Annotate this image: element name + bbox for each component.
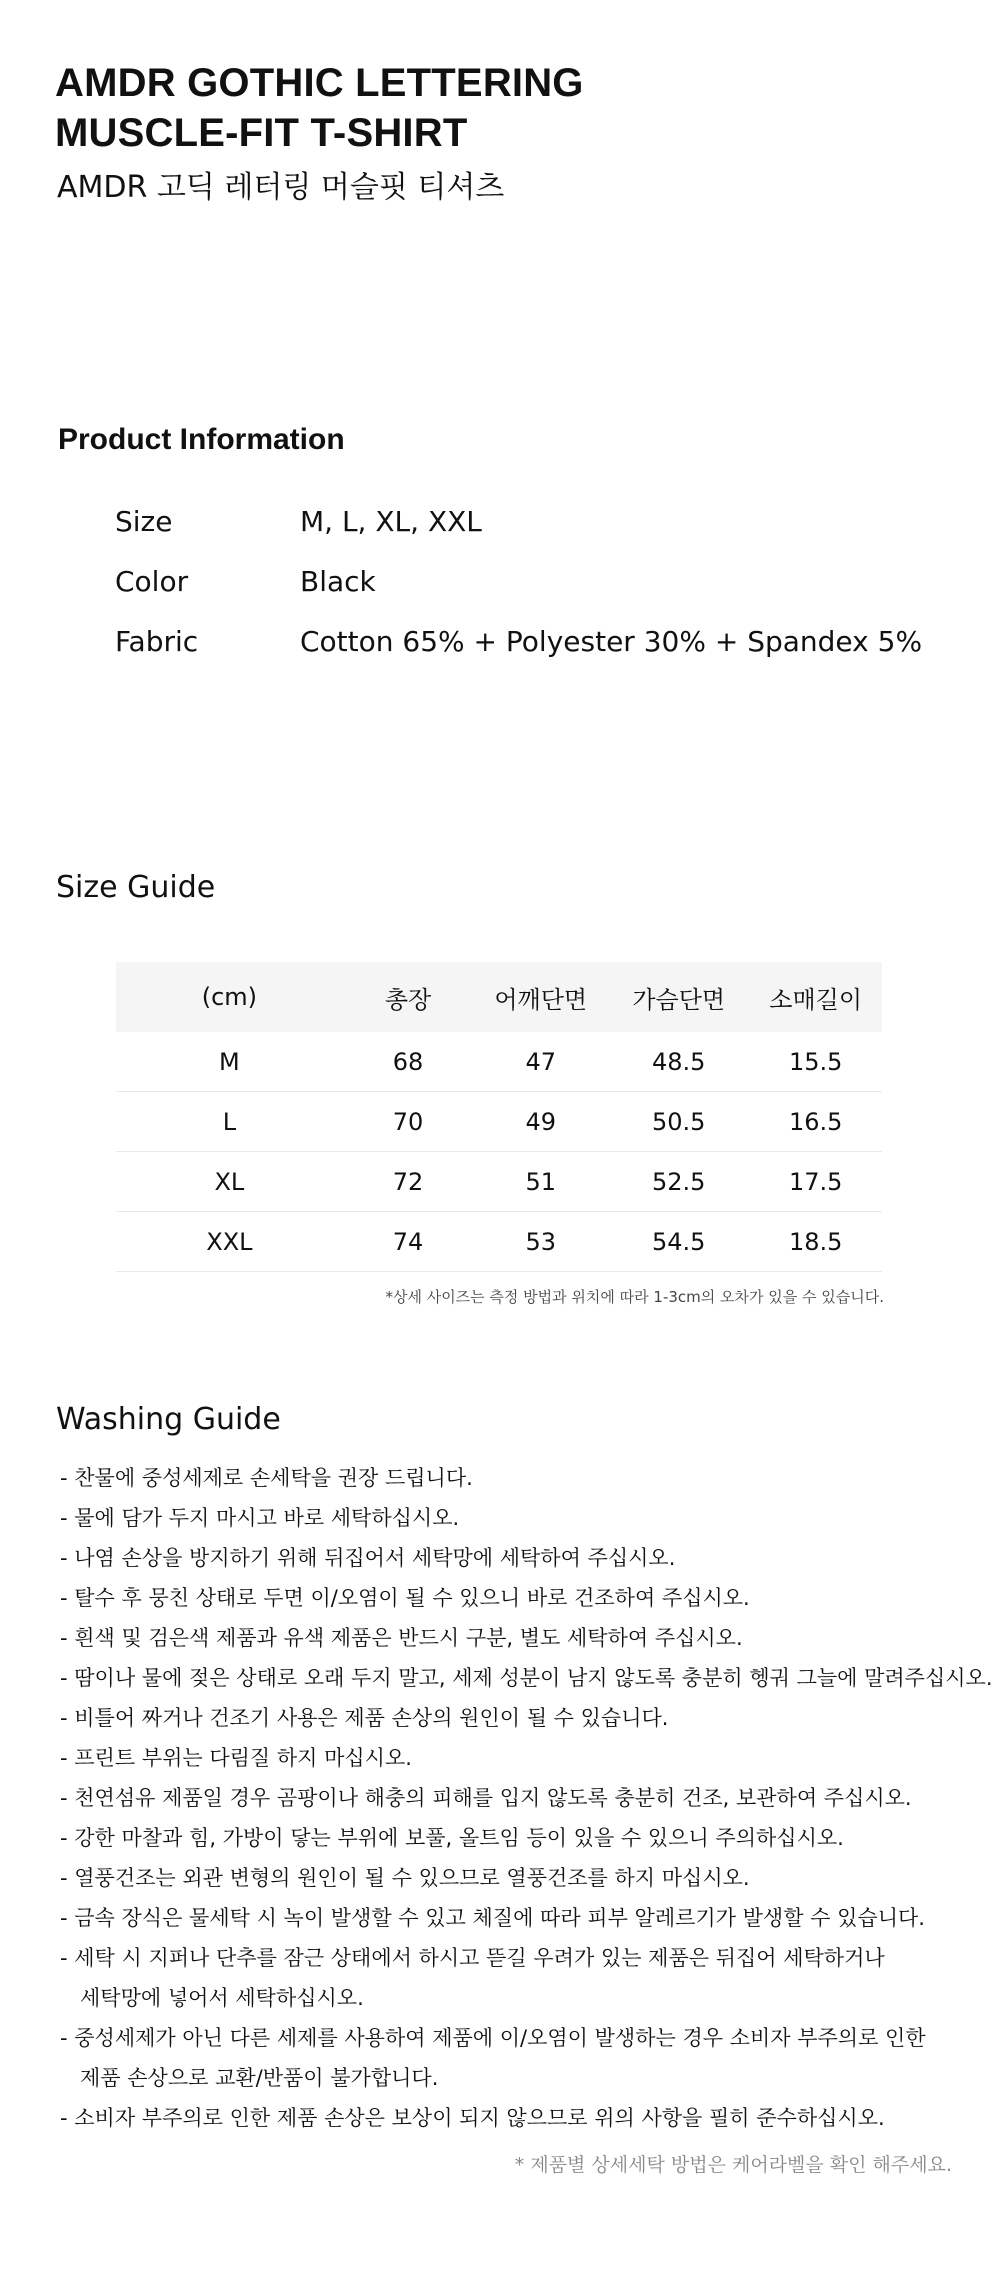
table-cell: 50.5 — [608, 1092, 749, 1152]
info-row-size — [115, 502, 482, 542]
column-header: 총장 — [343, 962, 474, 1032]
table-cell: 49 — [473, 1092, 608, 1152]
table-cell: 68 — [343, 1032, 474, 1092]
size-guide-heading: Size Guide — [56, 870, 216, 905]
list-item: - 흰색 및 검은색 제품과 유색 제품은 반드시 구분, 별도 세탁하여 주십시오. — [60, 1626, 743, 1650]
product-title-ko: AMDR 고딕 레터링 머슬핏 티셔츠 — [57, 170, 505, 205]
info-row-color — [115, 562, 376, 602]
list-item: - 소비자 부주의로 인한 제품 손상은 보상이 되지 않으므로 위의 사항을 필히 준수하십시오. — [60, 2106, 885, 2130]
list-item: - 나염 손상을 방지하기 위해 뒤집어서 세탁망에 세탁하여 주십시오. — [60, 1546, 676, 1570]
info-value: M, L, XL, XXL — [300, 505, 482, 538]
table-cell: 74 — [343, 1212, 474, 1272]
washing-instructions — [60, 1458, 993, 2138]
table-cell: 47 — [473, 1032, 608, 1092]
table-cell: 17.5 — [749, 1152, 882, 1212]
table-cell: 15.5 — [749, 1032, 882, 1092]
column-header: (cm) — [116, 962, 343, 1032]
care-label-note: * 제품별 상세세탁 방법은 케어라벨을 확인 해주세요. — [514, 2154, 952, 2176]
info-label: Color — [115, 565, 189, 598]
table-cell: 70 — [343, 1092, 474, 1152]
table-cell: 53 — [473, 1212, 608, 1272]
info-label: Fabric — [115, 625, 199, 658]
product-info-heading: Product Information — [58, 423, 345, 456]
table-cell: XXL — [116, 1212, 343, 1272]
list-item: - 열풍건조는 외관 변형의 원인이 될 수 있으므로 열풍건조를 하지 마십시오. — [60, 1866, 750, 1890]
list-item: 제품 손상으로 교환/반품이 불가합니다. — [60, 2066, 439, 2090]
size-table — [116, 962, 882, 1272]
list-item: - 프린트 부위는 다림질 하지 마십시오. — [60, 1746, 412, 1770]
table-row — [116, 1212, 882, 1272]
info-value: Black — [300, 565, 376, 598]
product-title-line-2: MUSCLE-FIT T-SHIRT — [55, 111, 468, 155]
list-item: - 천연섬유 제품일 경우 곰팡이나 해충의 피해를 입지 않도록 충분히 건조, 보관하여 주십시오. — [60, 1786, 912, 1810]
table-cell: M — [116, 1032, 343, 1092]
table-header-row — [116, 962, 882, 1032]
column-header: 소매길이 — [749, 962, 882, 1032]
table-cell: 18.5 — [749, 1212, 882, 1272]
info-value: Cotton 65% + Polyester 30% + Spandex 5% — [300, 625, 923, 658]
list-item: - 찬물에 중성세제로 손세탁을 권장 드립니다. — [60, 1466, 473, 1490]
table-row — [116, 1032, 882, 1092]
list-item: - 비틀어 짜거나 건조기 사용은 제품 손상의 원인이 될 수 있습니다. — [60, 1706, 669, 1730]
table-cell: L — [116, 1092, 343, 1152]
product-title-en — [55, 58, 584, 158]
list-item: - 강한 마찰과 힘, 가방이 닿는 부위에 보풀, 올트임 등이 있을 수 있으니 주의하십시오. — [60, 1826, 844, 1850]
column-header: 어깨단면 — [473, 962, 608, 1032]
table-cell: 51 — [473, 1152, 608, 1212]
list-item: 세탁망에 넣어서 세탁하십시오. — [60, 1986, 364, 2010]
list-item: - 세탁 시 지퍼나 단추를 잠근 상태에서 하시고 뜯길 우려가 있는 제품은 뒤집어 세탁하거나 — [60, 1946, 885, 1970]
table-row — [116, 1092, 882, 1152]
table-row — [116, 1152, 882, 1212]
size-guide-note: *상세 사이즈는 측정 방법과 위치에 따라 1-3cm의 오차가 있을 수 있습니다. — [385, 1288, 884, 1306]
column-header: 가슴단면 — [608, 962, 749, 1032]
washing-guide-heading: Washing Guide — [56, 1402, 281, 1437]
table-cell: 54.5 — [608, 1212, 749, 1272]
info-label: Size — [115, 505, 173, 538]
table-cell: XL — [116, 1152, 343, 1212]
table-cell: 72 — [343, 1152, 474, 1212]
list-item: - 물에 담가 두지 마시고 바로 세탁하십시오. — [60, 1506, 460, 1530]
list-item: - 금속 장식은 물세탁 시 녹이 발생할 수 있고 체질에 따라 피부 알레르기가 발생할 수 있습니다. — [60, 1906, 925, 1930]
list-item: - 탈수 후 뭉친 상태로 두면 이/오염이 될 수 있으니 바로 건조하여 주십시오. — [60, 1586, 750, 1610]
table-cell: 16.5 — [749, 1092, 882, 1152]
list-item: - 땀이나 물에 젖은 상태로 오래 두지 말고, 세제 성분이 남지 않도록 충분히 헹궈 그늘에 말려주십시오. — [60, 1666, 993, 1690]
product-title-line-1: AMDR GOTHIC LETTERING — [55, 61, 584, 105]
table-cell: 48.5 — [608, 1032, 749, 1092]
list-item: - 중성세제가 아닌 다른 세제를 사용하여 제품에 이/오염이 발생하는 경우 소비자 부주의로 인한 — [60, 2026, 926, 2050]
info-row-fabric — [115, 622, 922, 662]
table-cell: 52.5 — [608, 1152, 749, 1212]
